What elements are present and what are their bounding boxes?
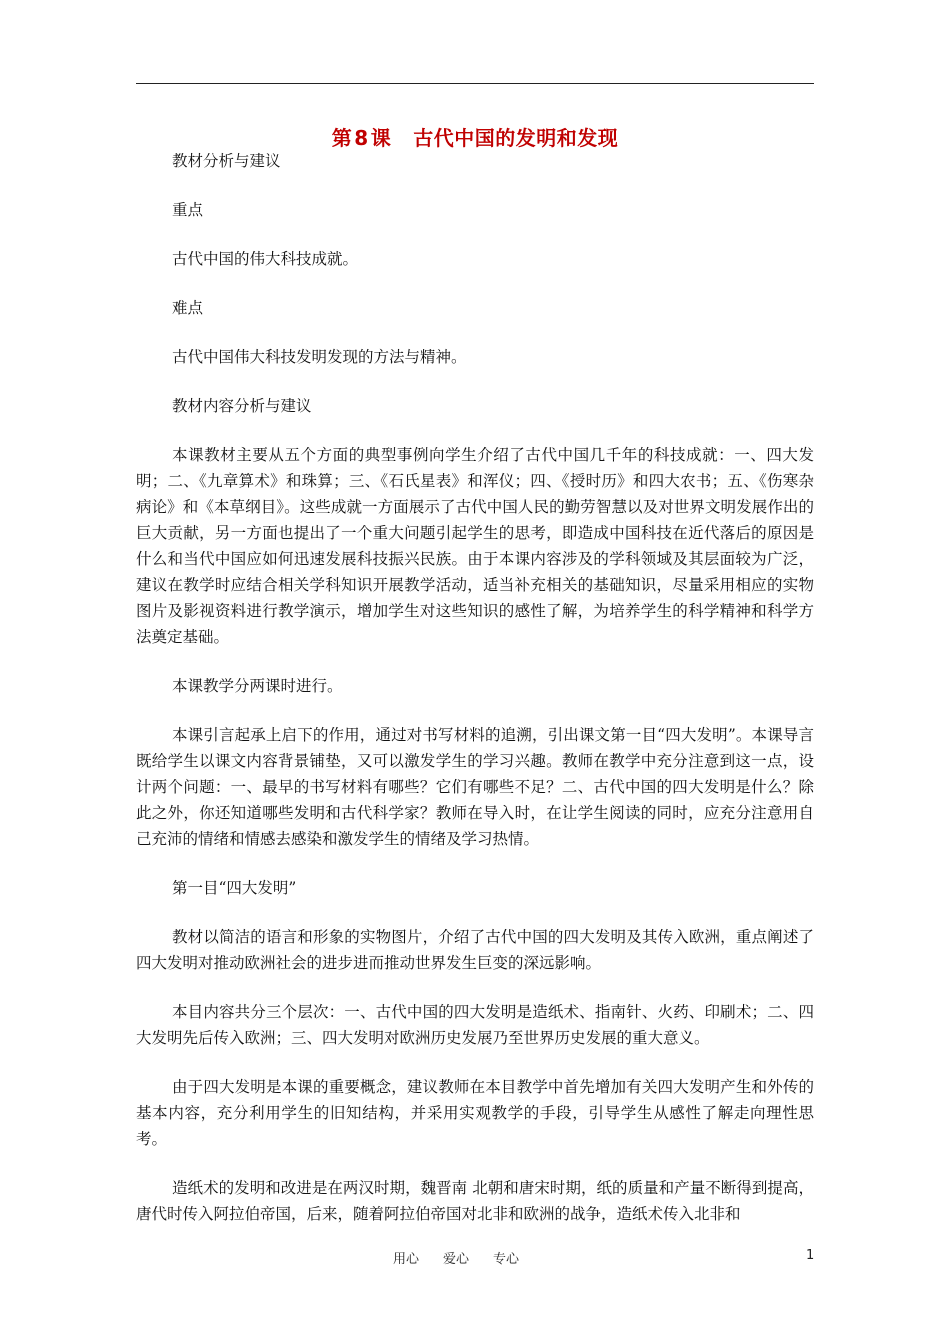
key-point-text: 古代中国的伟大科技成就。 bbox=[172, 250, 359, 268]
motto-word: 用心 bbox=[393, 1252, 420, 1267]
paragraph: 本课教材主要从五个方面的典型事例向学生介绍了古代中国几千年的科技成就：一、四大发明；二、《九章算术》和珠算；三、《石氏星表》和浑仪；四、《授时历》和四大农书；五、《伤寒杂病论》和《本草纲目》。这些成就一方面展示了古代中国人民的勤劳智慧以及对世界文明发展作出的巨大贡献，另一方面也提出了一个重大问题引起学生的思考，即造成中国科技在近代落后的原因是什么和当代中国应如何迅速发展科技振兴民族。由于本课内容涉及的学科领域及其层面较为广泛，建议在教学时应结合相关学科知识开展教学活动，适当补充相关的基础知识，尽量采用相应的实物图片及影视资料进行教学演示，增加学生对这些知识的感性了解，为培养学生的科学精神和科学方法奠定基础。 bbox=[136, 446, 814, 646]
paragraph: 本目内容共分三个层次：一、古代中国的四大发明是造纸术、指南针、火药、印刷术；二、四大发明先后传入欧洲；三、四大发明对欧洲历史发展乃至世界历史发展的重大意义。 bbox=[136, 1003, 814, 1047]
lesson-title-text: 古代中国的发明和发现 bbox=[413, 126, 619, 150]
lesson-number: 8 bbox=[354, 126, 369, 150]
difficulty-label: 难点 bbox=[172, 299, 204, 317]
subsection-heading: 第一目“四大发明” bbox=[172, 879, 297, 897]
paragraph: 教材以简洁的语言和形象的实物图片，介绍了古代中国的四大发明及其传入欧洲，重点阐述了四大发明对推动欧洲社会的进步进而推动世界发生巨变的深远影响。 bbox=[136, 928, 814, 972]
paragraph: 由于四大发明是本课的重要概念，建议教师在本目教学中首先增加有关四大发明产生和外传的基本内容，充分利用学生的旧知结构，并采用实观教学的手段，引导学生从感性了解走向理性思考。 bbox=[136, 1078, 814, 1148]
lesson-title bbox=[136, 122, 814, 151]
motto-word: 专心 bbox=[493, 1252, 520, 1267]
difficulty-text: 古代中国伟大科技发明发现的方法与精神。 bbox=[172, 348, 467, 366]
paragraph: 造纸术的发明和改进是在两汉时期，魏晋南 北朝和唐宋时期，纸的质量和产量不断得到提高，唐代时传入阿拉伯帝国，后来，随着阿拉伯帝国对北非和欧洲的战争，造纸术传入北非和 bbox=[136, 1179, 814, 1223]
header-rule bbox=[136, 83, 814, 84]
motto-word: 爱心 bbox=[443, 1252, 470, 1267]
key-point-label: 重点 bbox=[172, 201, 204, 219]
lesson-prefix: 第 bbox=[331, 126, 353, 150]
paragraph: 本课引言起承上启下的作用，通过对书写材料的追溯，引出课文第一目“四大发明”。本课导言既给学生以课文内容背景铺垫，又可以激发学生的学习兴趣。教师在教学中充分注意到这一点，设计两个问题：一、最早的书写材料有哪些？它们有哪些不足？二、古代中国的四大发明是什么？除此之外，你还知道哪些发明和古代科学家？教师在导入时，在让学生阅读的同时，应充分注意用自己充沛的情绪和情感去感染和激发学生的情绪及学习热情。 bbox=[136, 726, 814, 848]
section-heading: 教材分析与建议 bbox=[172, 152, 281, 170]
paragraph: 本课教学分两课时进行。 bbox=[172, 677, 343, 695]
page-number: 1 bbox=[806, 1248, 815, 1263]
content-analysis-heading: 教材内容分析与建议 bbox=[172, 397, 312, 415]
lesson-suffix: 课 bbox=[370, 126, 392, 150]
document-body bbox=[136, 148, 814, 1250]
footer-motto bbox=[393, 1248, 543, 1267]
